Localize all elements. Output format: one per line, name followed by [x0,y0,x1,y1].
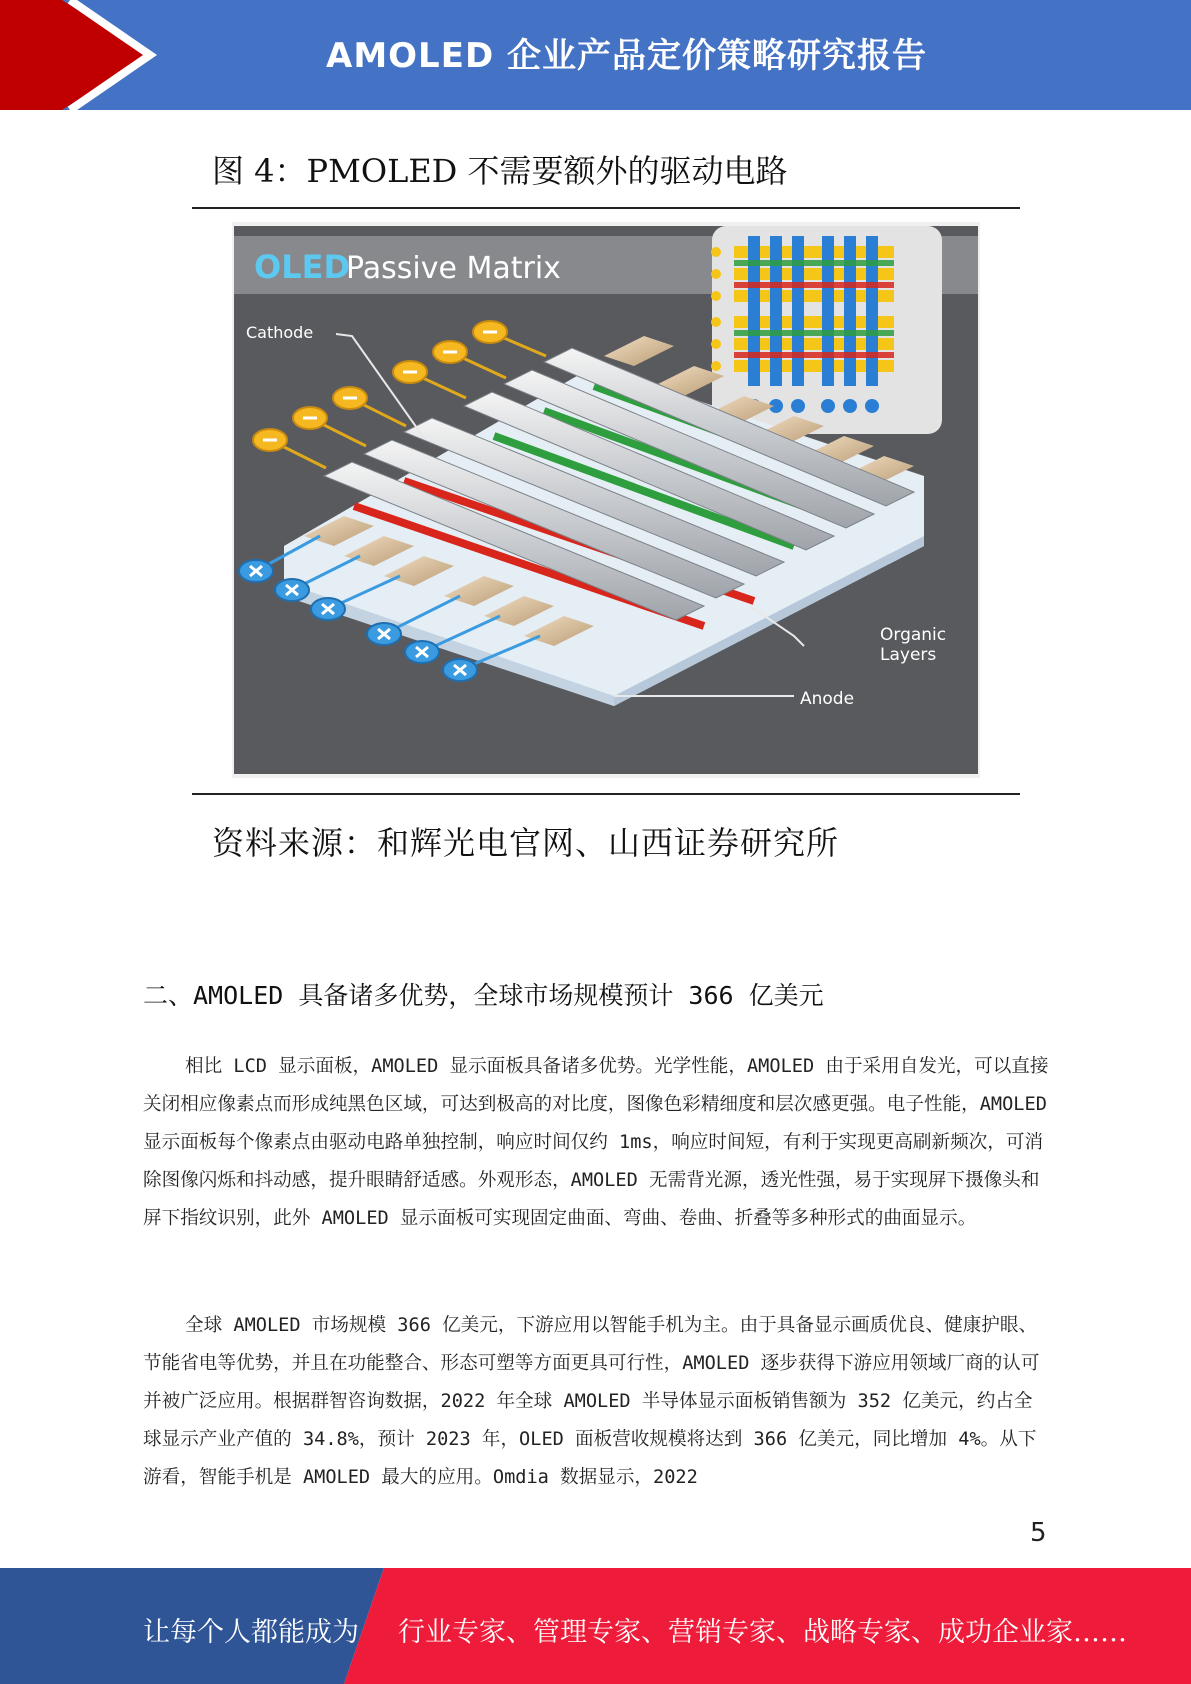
organic-layers-label-line1: Organic [880,625,947,645]
figure-bottom-rule [192,793,1020,795]
diagram-oled-label: OLED [254,248,351,286]
footer-slogan-right: 行业专家、管理专家、营销专家、战略专家、成功企业家…… [398,1617,1127,1648]
footer-slogan-left: 让每个人都能成为 [143,1617,359,1648]
figure-title: 图 4：PMOLED 不需要额外的驱动电路 [212,152,788,190]
section-heading: 二、AMOLED 具备诸多优势，全球市场规模预计 366 亿美元 [143,981,824,1010]
footer-banner [0,1568,1191,1684]
figure-top-rule [192,207,1020,209]
cathode-label: Cathode [246,323,314,342]
header-bar [0,0,1191,110]
anode-label: Anode [800,689,855,709]
figure-source: 资料来源：和辉光电官网、山西证券研究所 [212,824,840,862]
diagram-passive-matrix-label: Passive Matrix [346,251,561,286]
body-paragraph: 相比 LCD 显示面板，AMOLED 显示面板具备诸多优势。光学性能，AMOLED 由于采用自发光，可以直接关闭相应像素点而形成纯黑色区域，可达到极高的对比度，图像色彩精细度和层次感更强。电子性能，AMOLED 显示面板每个像素点由驱动电路单独控制，响应时间仅约 1ms，响应时间短，有利于实现更高刷新频次，可消除图像闪烁和抖动感，提升眼睛舒适感。外观形态，AMOLED 无需背光源，透光性强，易于实现屏下摄像头和屏下指纹识别，此外 AMOLED 显示面板可实现固定曲面、弯曲、卷曲、折叠等多种形式的曲面显示。 [143,1056,1049,1229]
page-number: 5 [1030,1518,1047,1548]
body-paragraph: 全球 AMOLED 市场规模 366 亿美元，下游应用以智能手机为主。由于具备显示画质优良、健康护眼、节能省电等优势，并且在功能整合、形态可塑等方面更具可行性，AMOLED 逐步获得下游应用领域厂商的认可并被广泛应用。根据群智咨询数据，2022 年全球 AMOLED 半导体显示面板销售额为 352 亿美元，约占全球显示产业产值的 34.8%，预计 2023 年，OLED 面板营收规模将达到 366 亿美元，同比增加 4%。从下游看，智能手机是 AMOLED 最大的应用。Omdia 数据显示，2022 [143,1315,1040,1488]
header-arrow-icon [0,0,160,110]
organic-layers-label-line2: Layers [880,645,937,665]
pmoled-diagram [234,226,978,774]
report-title: AMOLED 企业产品定价策略研究报告 [326,36,928,76]
